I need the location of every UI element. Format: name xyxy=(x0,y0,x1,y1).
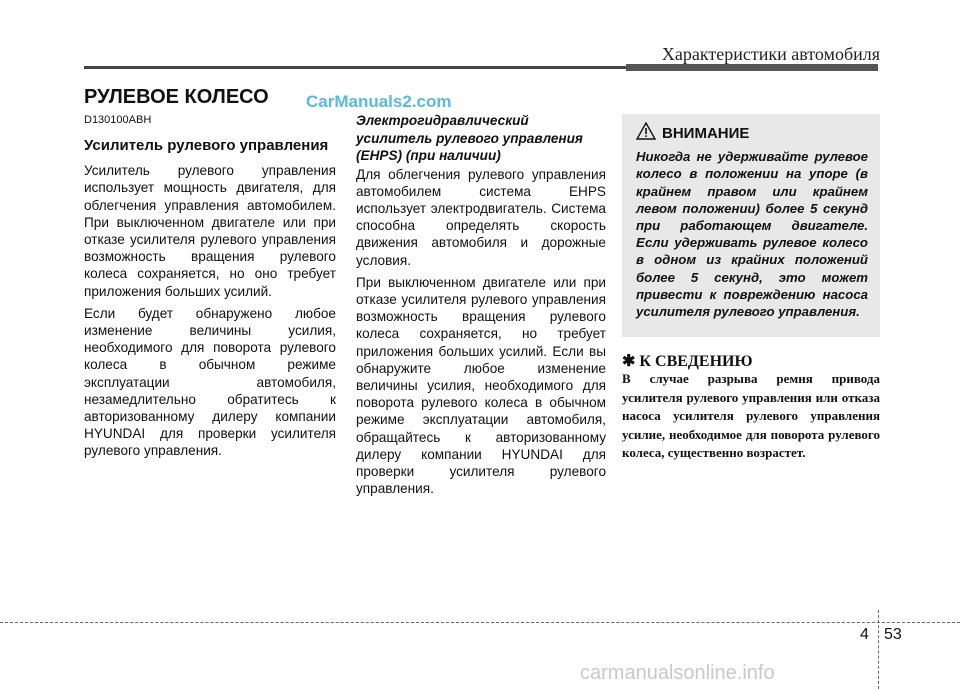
asterisk-icon: ✱ xyxy=(622,353,636,371)
paragraph: При выключенном двигателе или при отказе усилителя рулевого управления возможность вращения рулевого колеса сохраняется, но требует приложения больших усилий. Если вы обнаружите любое изменение величины усилия, необходимого для поворота рулевого колеса в обычном режиме эксплуатации автомобиля, обращайтесь к авторизованному дилеру компании HYUNDAI для проверки усилителя рулевого управления. xyxy=(356,274,606,497)
paragraph: Для облегчения рулевого управления автомобилем система EHPS использует электродвигатель. Система способна определять скорость движения автомобиля и дорожные условия. xyxy=(356,166,606,268)
page-number: 53 xyxy=(884,626,902,643)
subsection-title: Усилитель рулевого управления xyxy=(84,137,329,155)
warning-header xyxy=(636,122,868,144)
section-title: РУЛЕВОЕ КОЛЕСО xyxy=(84,86,269,108)
chapter-number: 4 xyxy=(860,626,869,643)
column-right xyxy=(622,114,880,468)
warning-title: ВНИМАНИЕ xyxy=(662,124,750,142)
subsection-title: Электрогидравлический усилитель рулевого управления (EHPS) (при наличии) xyxy=(356,113,583,163)
warning-box xyxy=(622,114,880,337)
section-code: D130100ABH xyxy=(84,114,152,126)
watermark-bottom: carmanualsonline.info xyxy=(580,662,775,684)
notice-title: К СВЕДЕНИЮ xyxy=(639,353,753,371)
footer-divider xyxy=(0,622,960,623)
warning-triangle-icon xyxy=(636,122,656,144)
column-left xyxy=(84,112,336,465)
notice-header xyxy=(622,353,880,370)
paragraph: Если будет обнаружено любое изменение величины усилия, необходимого для поворота рулевого колеса в обычном режиме эксплуатации автомобиля, незамедлительно обратитесь к авторизованному дилеру компании HYUNDAI для проверки усилителя рулевого управления. xyxy=(84,305,336,459)
column-middle xyxy=(356,112,606,502)
notice-text: В случае разрыва ремня привода усилителя рулевого управления или отказа насоса усилителя рулевого управления усилие, необходимое для поворота рулевого колеса, существенно возрастет. xyxy=(622,371,880,461)
footer-vertical-divider xyxy=(878,610,879,689)
paragraph: Усилитель рулевого управления использует мощность двигателя, для облегчения управления автомобилем. При выключенном двигателе или при отказе усилителя рулевого управления возможность вращения рулевого колеса сохраняется, но оно требует приложения больших усилий. xyxy=(84,163,336,299)
watermark-top: CarManuals2.com xyxy=(306,92,452,111)
header-rule-accent xyxy=(626,64,878,71)
header-title: Характеристики автомобиля xyxy=(661,44,880,64)
warning-text: Никогда не удерживайте рулевое колесо в положении на упоре (в крайнем правом или крайнем левом положении) более 5 секунд при работающем двигателе. Если удерживать рулевое колесо в одном из крайних положений более 5 секунд, это может привести к повреждению насоса усилителя рулевого управления. xyxy=(636,149,868,320)
